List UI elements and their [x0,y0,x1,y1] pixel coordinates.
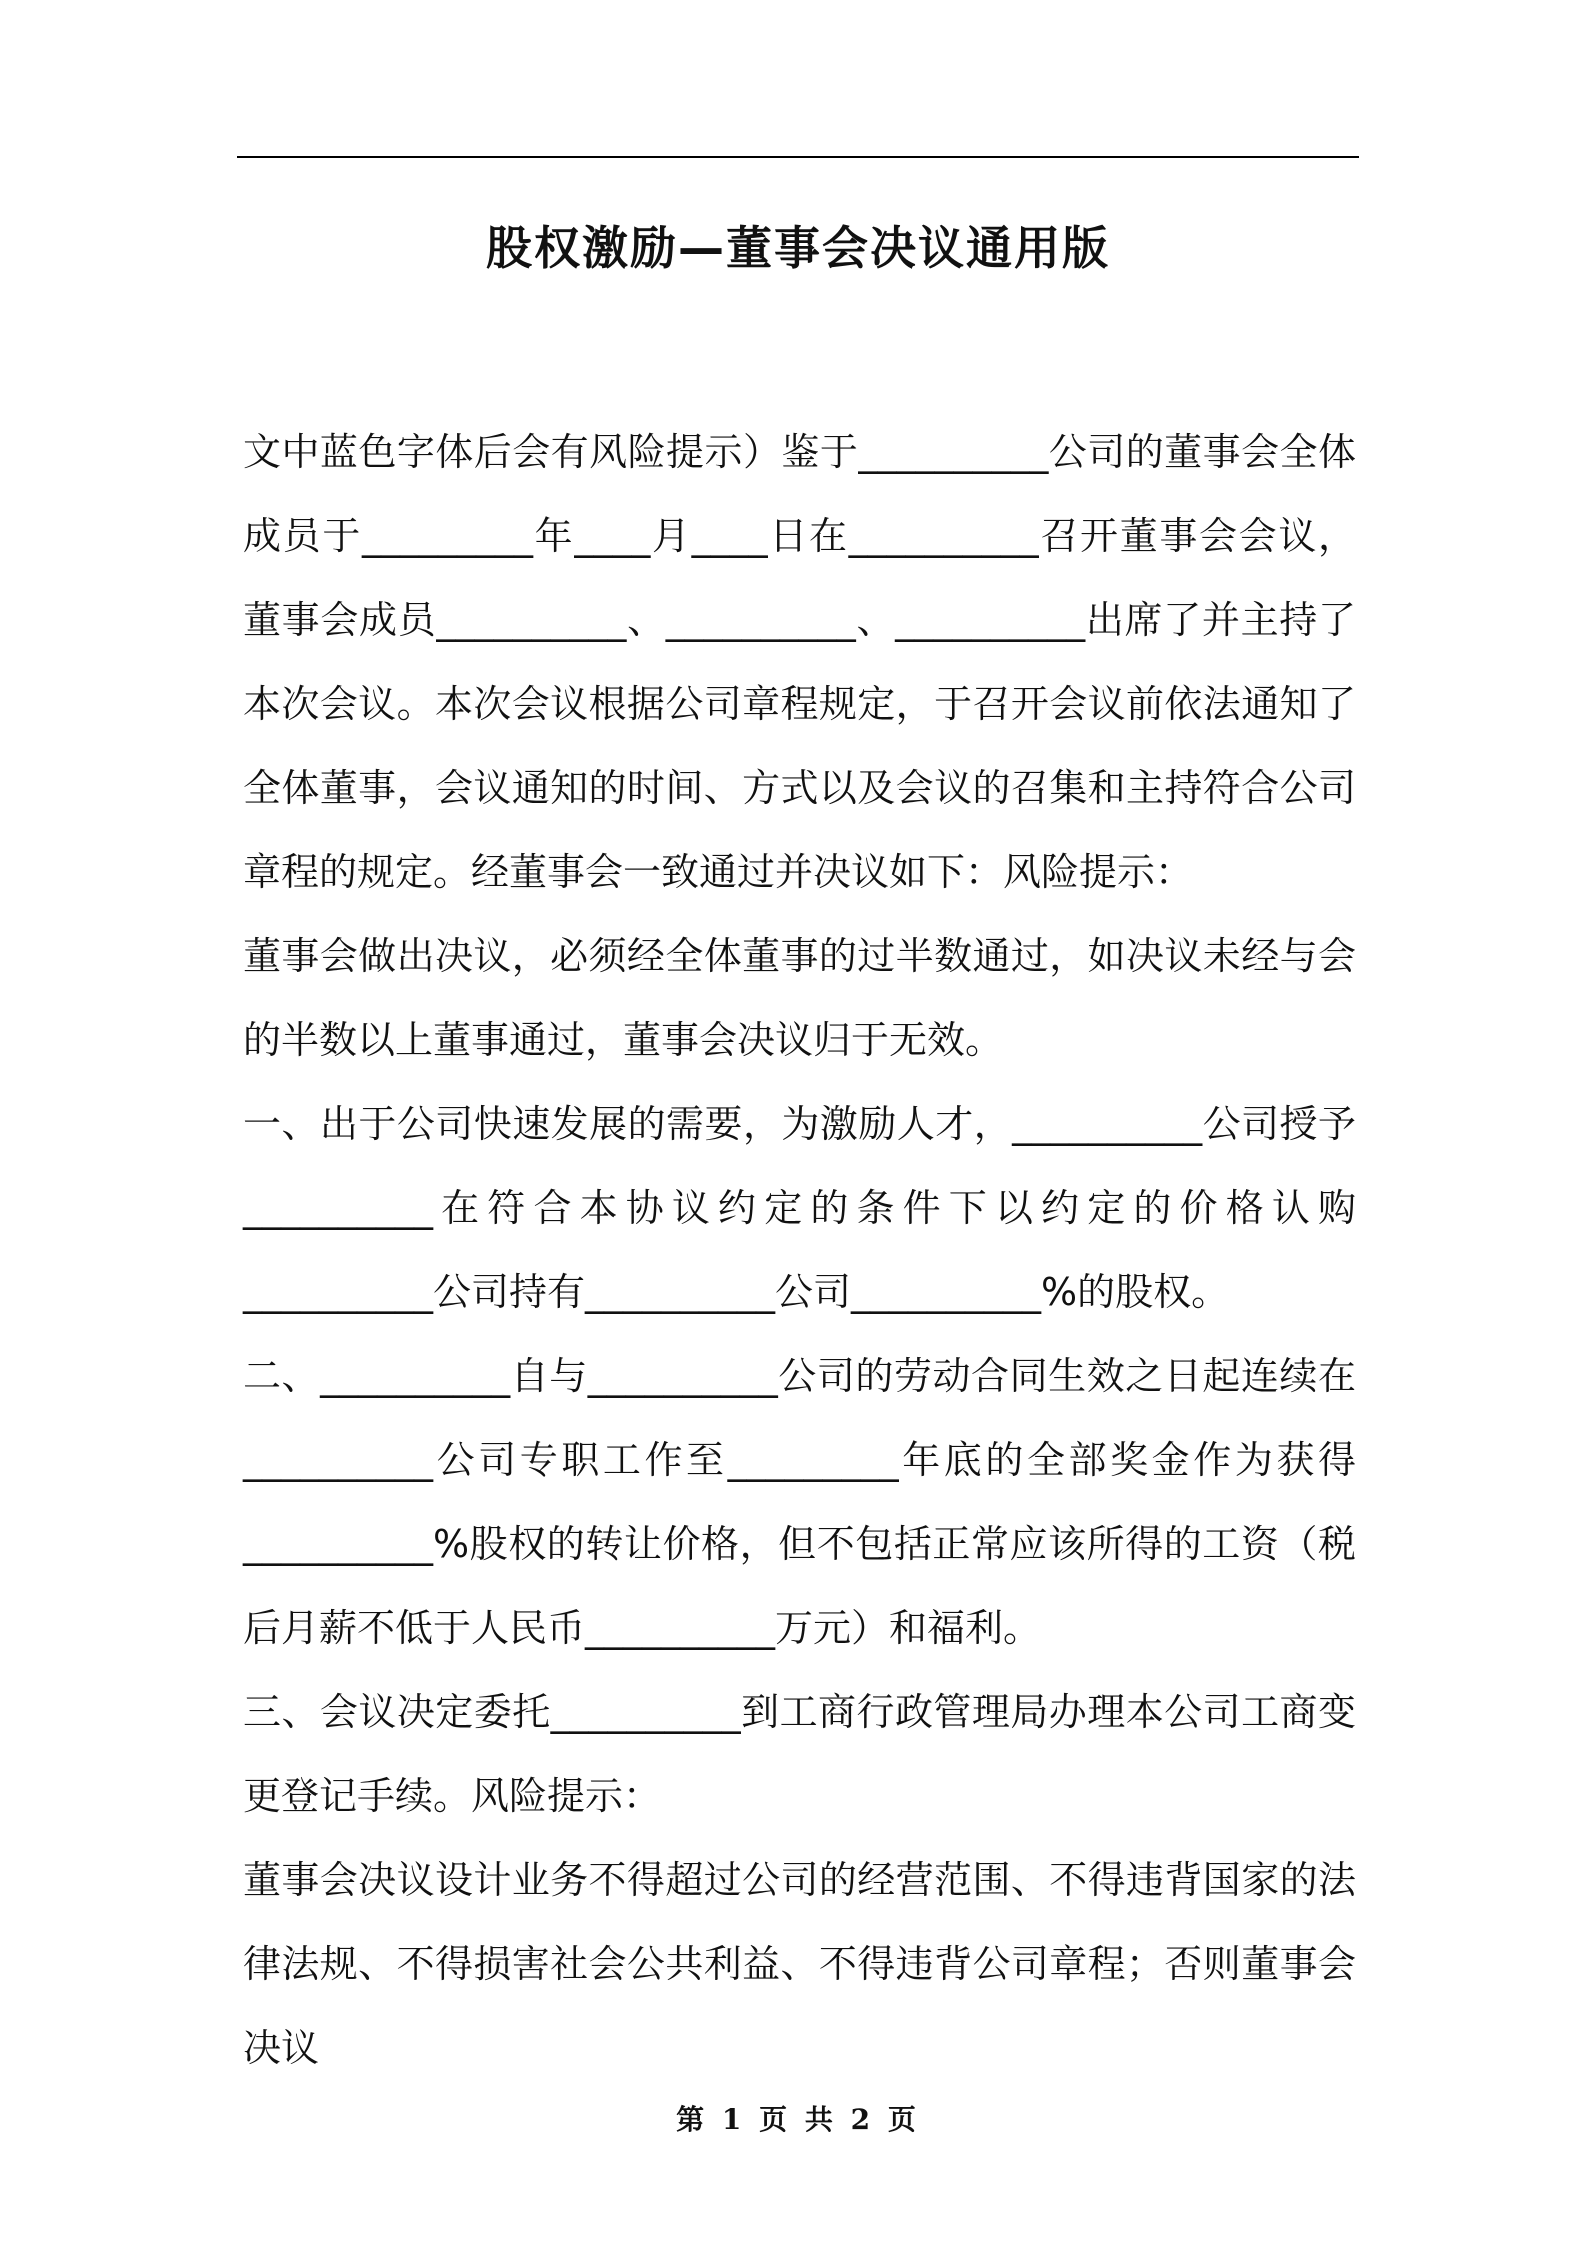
paragraph-intro: 文中蓝色字体后会有风险提示）鉴于__________公司的董事会全体成员于_________年____月____日在__________召开董事会会议，董事会成员__________、__________、__________出席了并主持了本次会议。本次会议根据公司章程规定，于召开会议前依法通知了全体董事，会议通知的时间、方式以及会议的召集和主持符合公司章程的规定。经董事会一致通过并决议如下：风险提示： [243,430,1356,894]
paragraph-item-3: 三、会议决定委托__________到工商行政管理局办理本公司工商变更登记手续。风险提示： [243,1690,1356,1818]
header-rule [237,156,1359,158]
paragraph-item-1: 一、出于公司快速发展的需要，为激励人才，__________公司授予__________在符合本协议约定的条件下以约定的价格认购__________公司持有__________公司__________%的股权。 [243,1102,1356,1314]
document-body [243,410,1356,2090]
paragraph-item-2: 二、__________自与__________公司的劳动合同生效之日起连续在__________公司专职工作至_________年底的全部奖金作为获得__________%股权的转让价格，但不包括正常应该所得的工资（税后月薪不低于人民币__________万元）和福利。 [243,1354,1356,1650]
document-title: 股权激励—董事会决议通用版 [486,221,1110,275]
page-footer: 第 1 页 共 2 页 [676,2103,920,2136]
paragraph-risk-note-1: 董事会做出决议，必须经全体董事的过半数通过，如决议未经与会的半数以上董事通过，董事会决议归于无效。 [243,934,1356,1062]
paragraph-risk-note-2: 董事会决议设计业务不得超过公司的经营范围、不得违背国家的法律法规、不得损害社会公共利益、不得违背公司章程；否则董事会决议 [243,1858,1356,2070]
